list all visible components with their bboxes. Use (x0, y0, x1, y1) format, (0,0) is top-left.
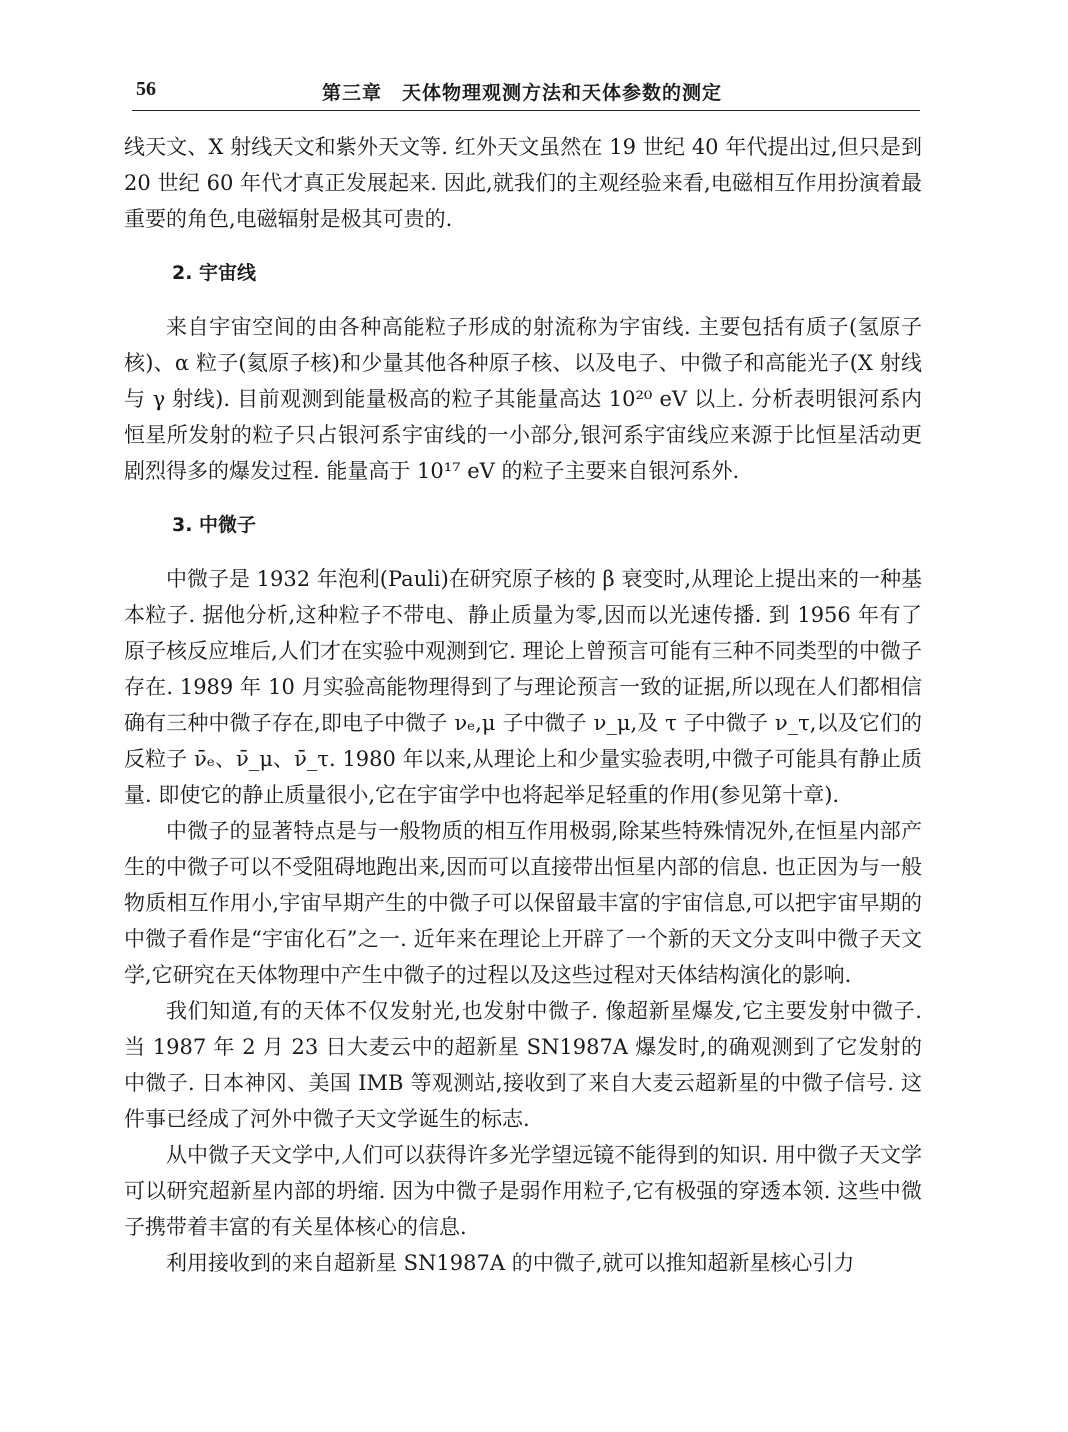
section-heading-cosmic-rays: 2. 宇宙线 (172, 262, 257, 284)
neutrino-paragraph-5: 利用接收到的来自超新星 SN1987A 的中微子,就可以推知超新星核心引力 (166, 1251, 855, 1275)
neutrino-paragraph-2: 中微子的显著特点是与一般物质的相互作用极弱,除某些特殊情况外,在恒星内部产生的中微子可以不受阻碍地跑出来,因而可以直接带出恒星内部的信息. 也正因为与一般物质相互作用小,宇宙早期产生的中微子可以保留最丰富的宇宙信息,可以把宇宙早期的中微子看作是“宇宙化石”之一. 近年来在理论上开辟了一个新的天文分支叫中微子天文学,它研究在天体物理中产生中微子的过程以及这些过程对天体结构演化的影响. (124, 819, 922, 987)
intro-paragraph: 线天文、X 射线天文和紫外天文等. 红外天文虽然在 19 世纪 40 年代提出过,但只是到 20 世纪 60 年代才真正发展起来. 因此,就我们的主观经验来看,电磁相互作用扮演着最重要的角色,电磁辐射是极其可贵的. (124, 135, 922, 231)
neutrino-paragraph-1: 中微子是 1932 年泡利(Pauli)在研究原子核的 β 衰变时,从理论上提出来的一种基本粒子. 据他分析,这种粒子不带电、静止质量为零,因而以光速传播. 到 1956 年有了原子核反应堆后,人们才在实验中观测到它. 理论上曾预言可能有三种不同类型的中微子存在. 1989 年 10 月实验高能物理得到了与理论预言一致的证据,所以现在人们都相信确有三种中微子存在,即电子中微子 νₑ,μ 子中微子 ν_μ,及 τ 子中微子 ν_τ,以及它们的反粒子 ν̄ₑ、ν̄_μ、ν̄_τ. 1980 年以来,从理论上和少量实验表明,中微子可能具有静止质量. 即使它的静止质量很小,它在宇宙学中也将起举足轻重的作用(参见第十章). (124, 567, 923, 807)
neutrino-paragraph-4: 从中微子天文学中,人们可以获得许多光学望远镜不能得到的知识. 用中微子天文学可以研究超新星内部的坍缩. 因为中微子是弱作用粒子,它有极强的穿透本领. 这些中微子携带着丰富的有关星体核心的信息. (124, 1143, 922, 1239)
section-heading-neutrinos: 3. 中微子 (172, 514, 257, 536)
chapter-title: 第三章 天体物理观测方法和天体参数的测定 (322, 82, 723, 104)
neutrino-paragraph-3: 我们知道,有的天体不仅发射光,也发射中微子. 像超新星爆发,它主要发射中微子. 当 1987 年 2 月 23 日大麦云中的超新星 SN1987A 爆发时,的确观测到了它发射的中微子. 日本神冈、美国 IMB 等观测站,接收到了来自大麦云超新星的中微子信号. 这件事已经成了河外中微子天文学诞生的标志. (124, 999, 922, 1131)
running-header (132, 74, 920, 111)
page-body (124, 129, 922, 1281)
page-number: 56 (136, 78, 156, 100)
cosmic-ray-paragraph: 来自宇宙空间的由各种高能粒子形成的射流称为宇宙线. 主要包括有质子(氢原子核)、α 粒子(氦原子核)和少量其他各种原子核、以及电子、中微子和高能光子(X 射线与 γ 射线). 目前观测到能量极高的粒子其能量高达 10²⁰ eV 以上. 分析表明银河系内恒星所发射的粒子只占银河系宇宙线的一小部分,银河系宇宙线应来源于比恒星活动更剧烈得多的爆发过程. 能量高于 10¹⁷ eV 的粒子主要来自银河系外. (124, 315, 922, 483)
